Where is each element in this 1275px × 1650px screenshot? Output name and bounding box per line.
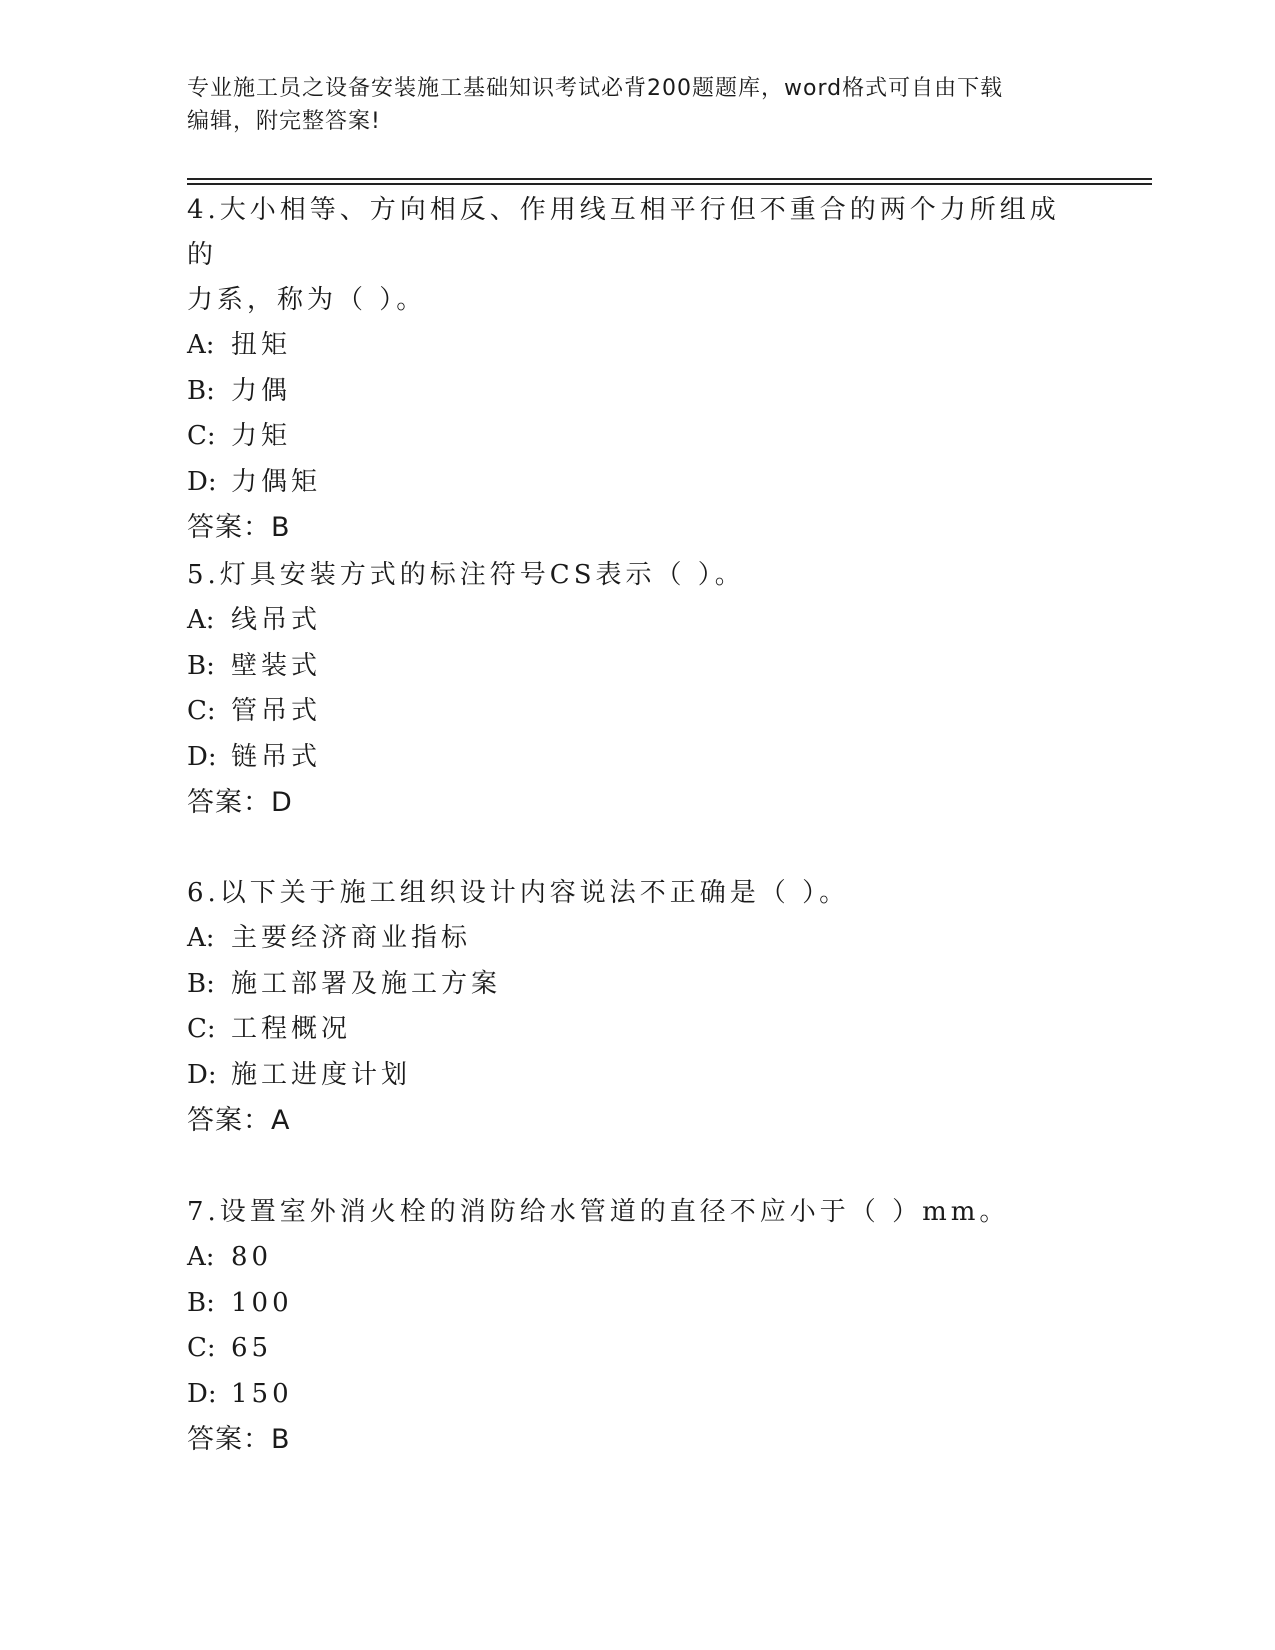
question-6 xyxy=(187,871,1087,1143)
option-b xyxy=(187,369,1087,415)
question-text: 5.灯具安装方式的标注符号CS表示（ ）。 xyxy=(187,560,745,590)
option-label: D: xyxy=(187,466,217,497)
option-c xyxy=(187,1326,1087,1372)
option-a xyxy=(187,598,1087,644)
answer-text: 答案：A xyxy=(187,1105,291,1136)
option-label: D: xyxy=(187,1059,217,1090)
option-d xyxy=(187,1372,1087,1418)
option-label: C: xyxy=(187,1333,216,1363)
option-text: 力偶矩 xyxy=(231,466,322,497)
answer-text: 答案：B xyxy=(187,1424,291,1455)
question-text-line-2: 力系，称为（ ）。 xyxy=(187,285,427,315)
option-text: 链吊式 xyxy=(231,741,322,772)
option-text: 壁装式 xyxy=(231,650,322,681)
option-label: A: xyxy=(187,605,215,635)
option-c xyxy=(187,414,1087,460)
answer-text: 答案：B xyxy=(187,512,291,543)
option-text: 力矩 xyxy=(231,421,292,451)
option-label: B: xyxy=(187,650,215,681)
option-text: 施工部署及施工方案 xyxy=(231,968,502,999)
option-text: 工程概况 xyxy=(231,1014,352,1044)
question-text-line-1: 4.大小相等、方向相反、作用线互相平行但不重合的两个力所组成的 xyxy=(187,195,1060,270)
question-4 xyxy=(187,188,1087,550)
option-a xyxy=(187,323,1087,369)
option-text: 管吊式 xyxy=(231,696,322,726)
option-text: 80 xyxy=(231,1242,273,1272)
option-label: C: xyxy=(187,421,216,451)
option-d xyxy=(187,1053,1087,1099)
option-d xyxy=(187,735,1087,781)
option-label: B: xyxy=(187,968,215,999)
option-label: A: xyxy=(187,330,215,360)
option-text: 线吊式 xyxy=(231,605,322,635)
option-label: C: xyxy=(187,696,216,726)
option-c xyxy=(187,689,1087,735)
option-a xyxy=(187,916,1087,962)
option-label: B: xyxy=(187,375,215,406)
option-text: 100 xyxy=(231,1287,293,1318)
option-label: C: xyxy=(187,1014,216,1044)
question-text: 6.以下关于施工组织设计内容说法不正确是（ ）。 xyxy=(187,878,850,908)
option-label: A: xyxy=(187,923,215,953)
answer-text: 答案：D xyxy=(187,787,293,818)
option-text: 主要经济商业指标 xyxy=(231,923,472,953)
option-b xyxy=(187,1281,1087,1327)
question-5 xyxy=(187,553,1087,825)
option-text: 力偶 xyxy=(231,375,292,406)
option-text: 施工进度计划 xyxy=(231,1059,412,1090)
option-text: 65 xyxy=(231,1333,273,1363)
header-line-2: 编辑，附完整答案! xyxy=(187,109,381,134)
question-7 xyxy=(187,1190,1087,1462)
header-divider-top xyxy=(187,178,1152,180)
option-label: B: xyxy=(187,1287,215,1318)
option-label: D: xyxy=(187,741,217,772)
option-c xyxy=(187,1007,1087,1053)
option-label: D: xyxy=(187,1378,217,1409)
option-a xyxy=(187,1235,1087,1281)
question-text: 7.设置室外消火栓的消防给水管道的直径不应小于（ ）mm。 xyxy=(187,1197,1010,1227)
option-text: 扭矩 xyxy=(231,330,292,360)
document-header xyxy=(187,72,1087,138)
option-text: 150 xyxy=(231,1378,293,1409)
option-b xyxy=(187,644,1087,690)
question-text xyxy=(187,188,1087,323)
option-d xyxy=(187,460,1087,506)
header-divider-bottom xyxy=(187,183,1152,185)
header-line-1: 专业施工员之设备安装施工基础知识考试必背200题题库，word格式可自由下载 xyxy=(187,76,1004,101)
option-label: A: xyxy=(187,1242,215,1272)
option-b xyxy=(187,962,1087,1008)
